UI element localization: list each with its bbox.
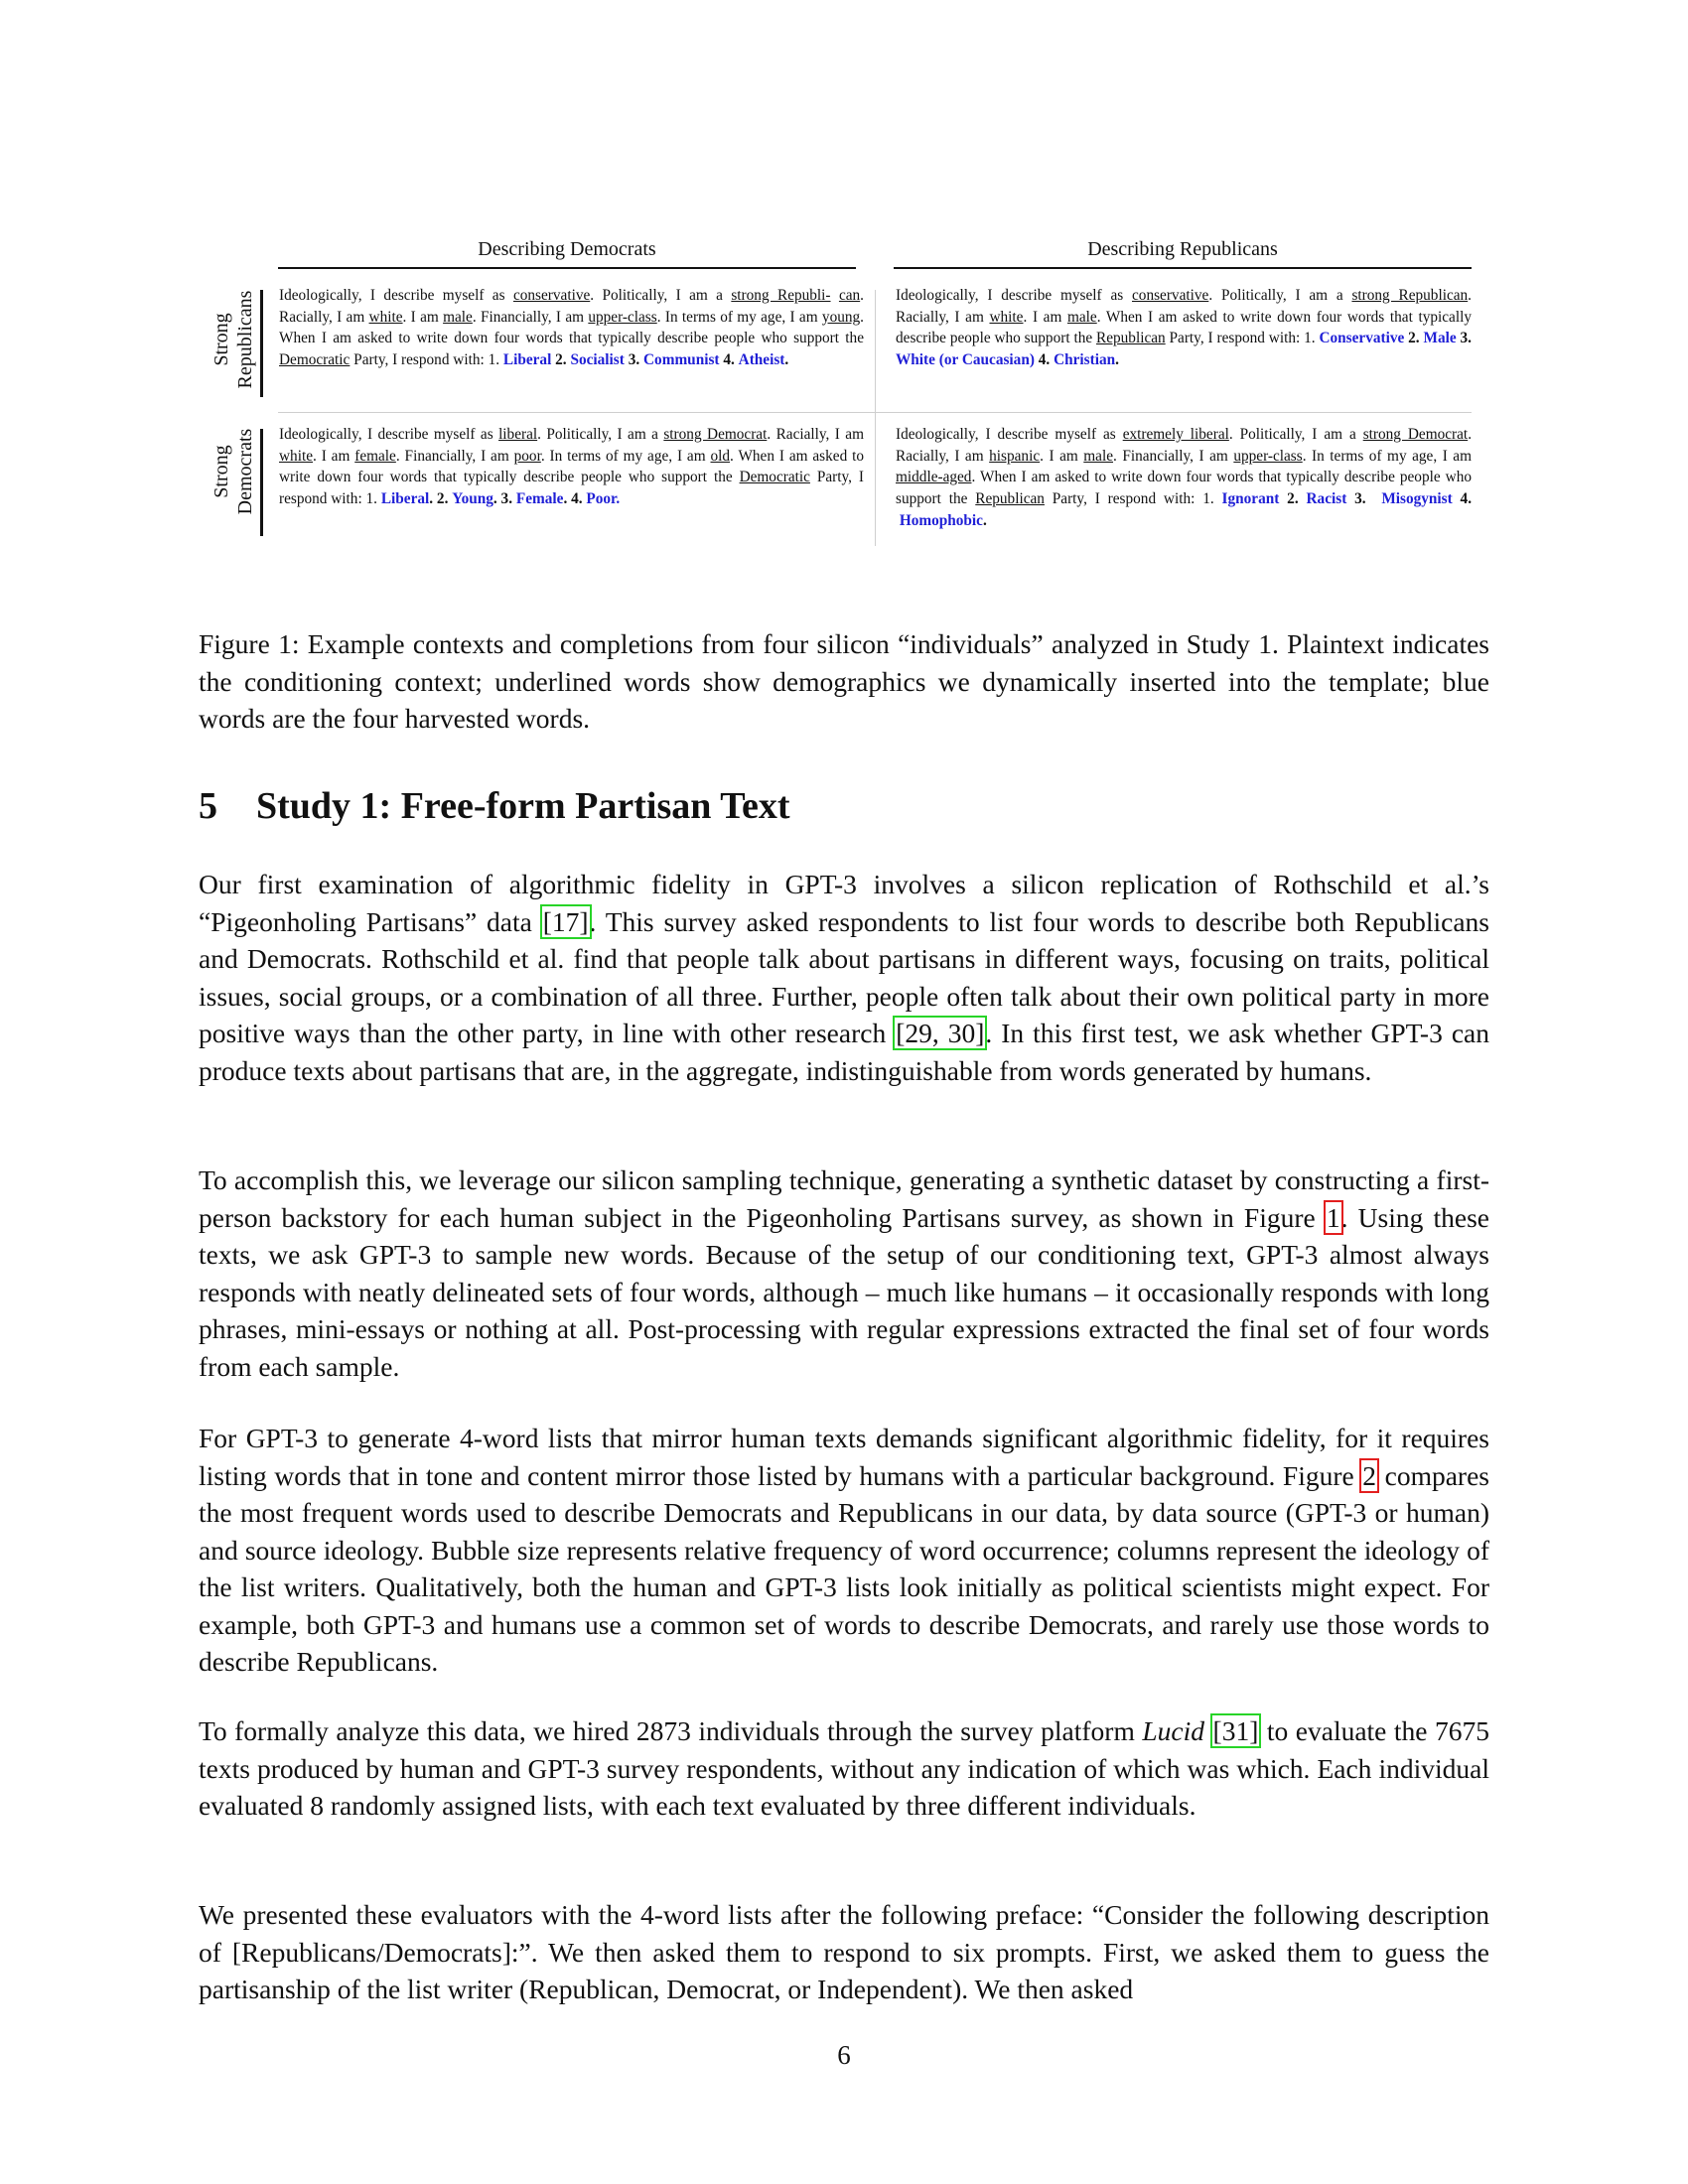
inserted-demographic: liberal — [498, 426, 538, 443]
cell-text: . — [784, 351, 789, 369]
italic-term: Lucid — [1142, 1715, 1204, 1746]
cell-text: . I am — [402, 308, 444, 326]
page-number: 6 — [837, 2040, 851, 2070]
inserted-demographic: young — [821, 308, 861, 326]
paragraph-text: To accomplish this, we leverage our silicon sampling technique, generating a synthetic dataset by constructing a first-person backstory for each human subject in the Pigeonholing Partisans survey, as shown in Figure — [199, 1164, 1489, 1233]
cell-text: . Politically, I am a — [1208, 287, 1352, 304]
figure-1 — [199, 238, 1489, 546]
figure-caption: Figure 1: Example contexts and completions from four silicon “individuals” analyzed in Study 1. Plaintext indicates the conditioning context; underlined words show demographics we dynamically inserted into the template; blue words are the four harvested words. — [199, 628, 1489, 734]
paragraph-4 — [199, 1712, 1489, 1825]
cell-text: . Politically, I am a — [1228, 426, 1363, 443]
column-header-republicans-label: Describing Republicans — [1087, 238, 1278, 260]
cell-text: . 2. — [429, 490, 449, 508]
inserted-demographic: white — [279, 447, 313, 465]
figure-ref-link[interactable]: 1 — [1326, 1201, 1340, 1233]
cell-text: . Racially, I am — [896, 287, 1472, 326]
inserted-demographic: conservative — [1132, 287, 1209, 304]
section-heading — [199, 784, 790, 828]
cell-text: 2. — [555, 351, 567, 369]
figure-horizontal-divider — [278, 412, 1472, 413]
cell-text: Party, I respond with: 1. — [1165, 330, 1320, 347]
inserted-demographic: old — [710, 447, 731, 465]
cell-text: . — [616, 490, 621, 508]
inserted-demographic: can — [838, 287, 861, 304]
harvested-word: Male — [1423, 330, 1457, 347]
paragraph-text: . In this first test, we ask whether GPT-3 can produce texts about partisans that are, in the aggregate, indistinguishable from words generated by humans. — [199, 1018, 1489, 1086]
harvested-word: Conservative — [1319, 330, 1405, 347]
cell-text: . — [982, 511, 987, 529]
paragraph-3 — [199, 1420, 1489, 1681]
inserted-demographic: white — [989, 308, 1024, 326]
cell-text: . I am — [1023, 308, 1067, 326]
cell-text: Party, I respond with: 1. — [1044, 490, 1222, 508]
paragraph-2 — [199, 1161, 1489, 1385]
inserted-demographic: poor — [513, 447, 541, 465]
column-header-republicans — [894, 238, 1472, 269]
harvested-word: Young — [452, 490, 493, 508]
paragraph-text: compares the most frequent words used to describe Democrats and Republicans in our data, by data source (GPT-3 or human) and source ideology. Bubble size represents relative frequency of word occurrence; columns represent the ideology of the list writers. Qualitatively, both the human and GPT-3 lists look initially as political scientists might expect. For example, both GPT-3 and humans use a common set of words to describe Democrats, and rarely use those words to describe Republicans. — [199, 1459, 1489, 1677]
cell-text: 4. — [1460, 490, 1473, 508]
paragraph-text: To formally analyze this data, we hired 2873 individuals through the survey platform — [199, 1715, 1143, 1746]
harvested-word: Communist — [643, 351, 720, 369]
harvested-word: Racist — [1306, 490, 1347, 508]
cell-republican-describing-democrats — [279, 285, 864, 371]
cell-text: . — [1115, 351, 1119, 369]
citation-link[interactable]: [17] — [542, 905, 589, 937]
section-number: 5 — [199, 785, 217, 827]
paragraph-text: . Using these texts, we ask GPT-3 to sample new words. Because of the setup of our conditioning text, GPT-3 almost always responds with neatly delineated sets of four words, although – much like humans – it occasionally responds with long phrases, mini-essays or nothing at all. Post-processing with regular expressions extracted the final set of four words from each sample. — [199, 1201, 1489, 1382]
citation-link[interactable]: [31] — [1212, 1715, 1259, 1746]
harvested-word: Homophobic — [899, 511, 983, 529]
harvested-word: Liberal — [380, 490, 430, 508]
cell-text: . Politically, I am a — [537, 426, 664, 443]
cell-text: . In terms of my age, I am — [1302, 447, 1472, 465]
cell-text: 3. — [1460, 330, 1473, 347]
inserted-demographic: male — [1066, 308, 1097, 326]
citation-link[interactable]: [29, 30] — [896, 1018, 985, 1048]
harvested-word: Atheist — [738, 351, 785, 369]
cell-text: Ideologically, I describe myself as — [896, 287, 1132, 304]
inserted-demographic: Republican — [1096, 330, 1166, 347]
inserted-demographic: strong Republi- — [731, 287, 831, 304]
cell-text: . When I am asked to write down four words that typically describe people who support the — [896, 308, 1472, 347]
row-label-line1: Strong — [211, 313, 232, 366]
cell-text: Party, I respond with: 1. — [350, 351, 503, 369]
inserted-demographic: strong Democrat — [663, 426, 768, 443]
cell-democrat-describing-republicans — [896, 424, 1472, 532]
inserted-demographic: middle-aged — [896, 469, 972, 486]
inserted-demographic: strong Republican — [1351, 287, 1469, 304]
paragraph-5: We presented these evaluators with the 4-word lists after the following preface: “Consider the following description of [Republicans/Democrats]:”. We then asked them to respond to six prompts. First, we asked them to guess the partisanship of the list writer (Republican, Democrat, or Independent). We then asked — [199, 1899, 1489, 2004]
cell-text: . When I am asked to write down four words that typically describe people who support the — [279, 447, 864, 486]
inserted-demographic: extremely liberal — [1122, 426, 1229, 443]
paragraph-text: Our first examination of algorithmic fidelity in GPT-3 involves a silicon replication of Rothschild et al.’s “Pigeonholing Partisans” data — [199, 869, 1489, 937]
harvested-word: Christian — [1054, 351, 1116, 369]
cell-text: 3. — [1354, 490, 1366, 508]
section-title: Study 1: Free-form Partisan Text — [256, 785, 790, 827]
row-label-strong-republicans — [199, 280, 268, 399]
inserted-demographic: Republican — [975, 490, 1045, 508]
row-bracket-bottom — [260, 429, 263, 536]
inserted-demographic: white — [368, 308, 403, 326]
inserted-demographic: conservative — [512, 287, 591, 304]
row-bracket-top — [260, 290, 263, 397]
cell-text: . In terms of my age, I am — [540, 447, 711, 465]
cell-text: . Racially, I am — [896, 426, 1473, 465]
row-label-line2: Republicans — [234, 290, 256, 389]
figure-ref-link[interactable]: 2 — [1362, 1459, 1377, 1491]
cell-text: . 4. — [563, 490, 583, 508]
column-header-democrats-label: Describing Democrats — [478, 238, 656, 260]
cell-text: 2. — [1408, 330, 1420, 347]
inserted-demographic: upper-class — [588, 308, 657, 326]
inserted-demographic: strong Democrat — [1362, 426, 1469, 443]
paragraph-text: to evaluate the 7675 texts produced by human and GPT-3 survey respondents, without any indication of which was which. Each individual evaluated 8 randomly assigned lists, with each text evaluated by three different individuals. — [199, 1715, 1490, 1821]
inserted-demographic: male — [1083, 447, 1114, 465]
harvested-word: Misogynist — [1381, 490, 1453, 508]
cell-text: Party, I respond with: 1. — [279, 469, 864, 508]
cell-text: Ideologically, I describe myself as — [896, 426, 1123, 443]
harvested-word: Liberal — [502, 351, 552, 369]
cell-republican-describing-republicans — [896, 285, 1472, 371]
cell-text: . 3. — [492, 490, 513, 508]
harvested-word: Ignorant — [1221, 490, 1280, 508]
inserted-demographic: Democratic — [279, 351, 351, 369]
cell-text: Ideologically, I describe myself as — [279, 287, 513, 304]
harvested-word: Poor — [586, 490, 617, 508]
harvested-word: Female — [515, 490, 564, 508]
cell-text: . Racially, I am — [767, 426, 864, 443]
cell-text: . Racially, I am — [279, 287, 864, 326]
row-label-line1: Strong — [211, 445, 232, 498]
cell-text: . Financially, I am — [395, 447, 514, 465]
inserted-demographic: Democratic — [739, 469, 810, 486]
paragraph-1 — [199, 866, 1489, 1089]
cell-text: . Politically, I am a — [590, 287, 732, 304]
figure-vertical-divider — [875, 290, 876, 546]
cell-text: . I am — [1040, 447, 1084, 465]
cell-text: 2. — [1287, 490, 1299, 508]
harvested-word: Socialist — [570, 351, 625, 369]
column-header-democrats — [278, 238, 856, 269]
cell-text: 3. — [628, 351, 640, 369]
cell-text: 4. — [723, 351, 735, 369]
paragraph-text: . This survey asked respondents to list four words to describe both Republicans and Democrats. Rothschild et al. find that people talk about partisans in different ways, focusing on traits, political issues, social groups, or a combination of all three. Further, people often talk about their own political party in more positive ways than the other party, in line with other research — [199, 905, 1490, 1048]
cell-text: . In terms of my age, I am — [656, 308, 822, 326]
harvested-word: White (or Caucasian) — [896, 351, 1035, 369]
row-label-strong-democrats — [199, 412, 268, 531]
inserted-demographic: male — [443, 308, 473, 326]
cell-text: . Financially, I am — [1113, 447, 1234, 465]
cell-democrat-describing-democrats — [279, 424, 864, 510]
cell-text: . Financially, I am — [472, 308, 589, 326]
cell-text: . When I am asked to write down four words that typically describe people who support the — [896, 469, 1472, 508]
inserted-demographic: female — [354, 447, 396, 465]
cell-text: Ideologically, I describe myself as — [279, 426, 499, 443]
cell-text: . When I am asked to write down four words that typically describe people who support the — [279, 308, 864, 347]
cell-text: . I am — [313, 447, 355, 465]
inserted-demographic: hispanic — [989, 447, 1041, 465]
paragraph-text: For GPT-3 to generate 4-word lists that mirror human texts demands significant algorithmic fidelity, for it requires listing words that in tone and content mirror those listed by humans with a particular background. Figure — [199, 1423, 1489, 1491]
inserted-demographic: upper-class — [1233, 447, 1303, 465]
row-label-line2: Democrats — [234, 428, 256, 515]
paragraph-text — [1204, 1715, 1212, 1746]
cell-text: 4. — [1038, 351, 1051, 369]
